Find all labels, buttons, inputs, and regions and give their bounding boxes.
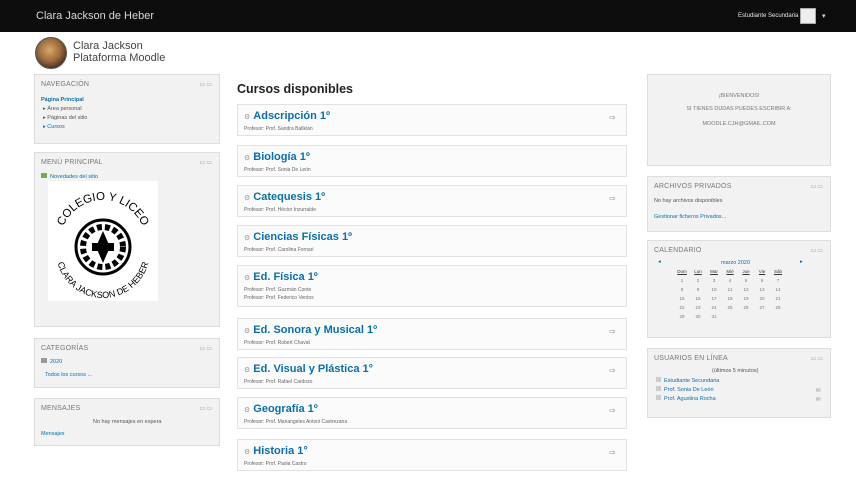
calendar-block [647, 240, 831, 338]
calendar-day[interactable]: 13 [759, 287, 765, 292]
block-title: USUARIOS EN LÍNEA [654, 355, 728, 362]
bullet-icon: ▸ [43, 115, 46, 121]
block-controls-icon[interactable]: ▭▭ [810, 356, 824, 362]
block-controls-icon[interactable]: ▭▭ [199, 82, 213, 88]
school-seal-image [48, 181, 158, 301]
course-teacher: Profesor: Prof. Mariangeles Antoni Castrezana [244, 419, 348, 425]
calendar-day-header: Mar [710, 269, 718, 274]
online-user[interactable] [656, 377, 719, 384]
course-name-link[interactable]: Biología 1º [253, 151, 310, 163]
category-label: 2020 [50, 359, 63, 365]
user-menu-caret-icon[interactable]: ▾ [822, 13, 826, 20]
main-menu-block [34, 152, 220, 327]
course-icon: ⚙ [244, 328, 251, 335]
welcome-block [647, 74, 831, 166]
block-controls-icon[interactable]: ▭▭ [810, 248, 824, 254]
calendar-day[interactable]: 7 [776, 278, 780, 283]
course-icon: ⚙ [244, 235, 251, 242]
nav-item[interactable] [43, 123, 65, 131]
welcome-line1: ¡BIENVENIDOS! [718, 93, 760, 99]
course-card [237, 104, 627, 136]
calendar-day[interactable]: 25 [727, 305, 733, 310]
nav-home-link[interactable]: Página Principal [41, 97, 84, 103]
no-messages-text: No hay mensajes en espera [93, 419, 162, 425]
online-user-name: Prof. Sonia De León [664, 387, 714, 393]
calendar-day[interactable]: 24 [711, 305, 717, 310]
course-icon: ⚙ [244, 367, 251, 374]
course-card [237, 265, 627, 307]
course-teacher: Profesor: Prof. Sandra Ballkián [244, 126, 313, 132]
category-item[interactable] [41, 358, 62, 365]
block-controls-icon[interactable]: ▭▭ [810, 184, 824, 190]
course-name-link[interactable]: Ciencias Físicas 1º [253, 231, 353, 243]
welcome-email: MOODLE.CJH@GMAIL.COM [702, 121, 776, 127]
online-subtitle: (últimos 5 minutos) [712, 368, 759, 374]
bullet-icon: ▸ [43, 124, 46, 130]
course-card [237, 397, 627, 429]
course-name-link[interactable]: Catequesis 1º [253, 191, 326, 203]
course-card [237, 145, 627, 177]
calendar-day[interactable]: 21 [775, 296, 781, 301]
category-icon [41, 358, 47, 363]
send-message-icon[interactable]: ✉ [816, 397, 821, 403]
welcome-line2: SI TIENES DUDAS PUEDES ESCRIBIR A: [686, 106, 792, 112]
calendar-day[interactable]: 19 [743, 296, 749, 301]
calendar-day[interactable]: 16 [695, 296, 701, 301]
calendar-next-icon[interactable]: ▸ [800, 259, 803, 265]
calendar-day[interactable]: 1 [680, 278, 684, 283]
course-teacher: Profesor: Prof. Héctor Inzurralde [244, 207, 316, 213]
messages-link[interactable]: Mensajes [41, 431, 65, 437]
nav-item[interactable] [43, 105, 82, 113]
calendar-day[interactable]: 23 [695, 305, 701, 310]
calendar-grid [674, 267, 786, 321]
calendar-day[interactable]: 10 [711, 287, 717, 292]
calendar-day [738, 312, 754, 321]
nav-item[interactable] [43, 114, 87, 122]
calendar-day-header: Sáb [773, 269, 782, 274]
course-icon: ⚙ [244, 275, 251, 282]
course-icon: ⚙ [244, 407, 251, 414]
course-teacher: Profesor: Prof. Paola Castro [244, 461, 307, 467]
course-icon: ⚙ [244, 449, 251, 456]
page-title: Cursos disponibles [237, 82, 353, 96]
manage-files-link[interactable]: Gestionar ficheros Privados... [654, 214, 727, 220]
calendar-day[interactable]: 5 [744, 278, 748, 283]
seal-bottom-text: CLARA JACKSON DE HEBER [55, 260, 151, 301]
block-title: NAVEGACIÓN [41, 81, 90, 88]
user-avatar-icon [656, 386, 661, 391]
enter-course-icon[interactable]: ⇨ [609, 194, 616, 203]
site-header-line1: Clara Jackson [73, 40, 143, 52]
course-icon: ⚙ [244, 195, 251, 202]
no-files-text: No hay archivos disponibles [654, 198, 723, 204]
calendar-day [722, 312, 738, 321]
course-card [237, 225, 627, 257]
course-teacher: Profesor: Prof. Federico Ventos [244, 295, 314, 301]
course-teacher: Profesor: Prof. Rafael Cardozo [244, 379, 313, 385]
enter-course-icon[interactable]: ⇨ [609, 448, 616, 457]
course-card [237, 318, 627, 350]
online-user[interactable] [656, 386, 714, 393]
calendar-day[interactable]: 2 [696, 278, 700, 283]
calendar-day[interactable]: 28 [775, 305, 781, 310]
enter-course-icon[interactable]: ⇨ [609, 366, 616, 375]
site-logo [35, 37, 67, 69]
calendar-day-header: Lun [694, 269, 702, 274]
course-icon: ⚙ [244, 155, 251, 162]
course-name-link[interactable]: Geografía 1º [253, 403, 318, 415]
navigation-block [34, 74, 220, 144]
course-name-link[interactable]: Ed. Sonora y Musical 1º [253, 324, 378, 336]
calendar-day-header: Jue [742, 269, 750, 274]
calendar-day[interactable]: 30 [695, 314, 701, 319]
svg-text:CLARA JACKSON DE HEBER [56, 260, 151, 300]
course-teacher: Profesor: Prof. Carolina Fornari [244, 247, 314, 253]
calendar-month[interactable]: marzo 2020 [721, 260, 751, 266]
enter-course-icon[interactable]: ⇨ [609, 406, 616, 415]
online-user-name: Estudiante Secundaria [664, 378, 720, 384]
course-name-link[interactable]: Historia 1° [253, 445, 308, 457]
calendar-day[interactable]: 27 [759, 305, 765, 310]
calendar-day[interactable]: 12 [743, 287, 749, 292]
course-teacher: Profesor: Prof. Robert Chavat [244, 340, 310, 346]
block-title: MENÚ PRINCIPAL [41, 159, 103, 166]
block-title: CATEGORÍAS [41, 345, 89, 352]
calendar-day[interactable]: 14 [775, 287, 781, 292]
online-user-name: Prof. Agustina Rocha [664, 396, 716, 402]
calendar-prev-icon[interactable]: ◂ [658, 259, 661, 265]
bullet-icon: ▸ [43, 106, 46, 112]
calendar-day[interactable]: 11 [727, 287, 733, 292]
categories-block [34, 338, 220, 388]
all-courses-link[interactable]: Todos los cursos ... [45, 372, 93, 378]
calendar-day[interactable]: 31 [711, 314, 717, 319]
block-title: CALENDARIO [654, 247, 702, 254]
forum-icon [41, 173, 47, 178]
svg-text:COLEGIO Y LICEO [55, 191, 151, 228]
online-user[interactable] [656, 395, 716, 402]
calendar-day[interactable]: 6 [760, 278, 764, 283]
course-teacher: Profesor: Prof. Sonia De León [244, 167, 311, 173]
nav-item-label: Páginas del sitio [47, 115, 88, 121]
block-controls-icon[interactable]: ▭▭ [199, 160, 213, 166]
site-header-line2: Plataforma Moodle [73, 52, 166, 64]
calendar-day[interactable]: 29 [679, 314, 685, 319]
user-avatar-icon [656, 377, 661, 382]
seal-top-text: COLEGIO Y LICEO [55, 190, 151, 228]
top-navbar [0, 0, 856, 32]
send-message-icon[interactable]: ✉ [816, 388, 821, 394]
calendar-day-header: Mié [726, 269, 734, 274]
course-name-link[interactable]: Ed. Visual y Plástica 1° [253, 363, 374, 375]
news-label: Novedades del sitio [50, 174, 99, 180]
calendar-day[interactable]: 20 [759, 296, 765, 301]
calendar-day[interactable]: 3 [712, 278, 716, 283]
course-card [237, 439, 627, 471]
course-teacher: Profesor: Prof. Guzmán Conte [244, 287, 312, 293]
enter-course-icon[interactable]: ⇨ [609, 327, 616, 336]
course-name-link[interactable]: Adscripción 1º [253, 110, 331, 122]
calendar-day[interactable]: 22 [679, 305, 685, 310]
private-files-block [647, 176, 831, 232]
user-avatar-icon [656, 395, 661, 400]
nav-item-label: Cursos [47, 124, 65, 130]
site-name-link[interactable]: Clara Jackson de Heber [36, 10, 155, 22]
calendar-day[interactable]: 26 [743, 305, 749, 310]
calendar-day[interactable]: 4 [728, 278, 732, 283]
calendar-day-header: Dom [677, 269, 687, 274]
site-header-title [73, 40, 165, 64]
calendar-day[interactable]: 18 [727, 296, 733, 301]
block-title: MENSAJES [41, 405, 81, 412]
course-name-link[interactable]: Ed. Física 1º [253, 271, 318, 283]
user-name[interactable]: Estudiante Secundaria [738, 13, 799, 19]
calendar-day [754, 312, 770, 321]
calendar-day[interactable]: 9 [696, 287, 700, 292]
user-avatar[interactable] [800, 8, 816, 24]
messages-block [34, 398, 220, 446]
course-card [237, 357, 627, 389]
calendar-day [770, 312, 786, 321]
block-controls-icon[interactable]: ▭▭ [199, 406, 213, 412]
course-icon: ⚙ [244, 114, 251, 121]
course-card [237, 185, 627, 217]
nav-item-label: Área personal [47, 106, 82, 112]
news-link[interactable] [41, 173, 98, 180]
online-users-block [647, 348, 831, 418]
calendar-day[interactable]: 17 [711, 296, 717, 301]
enter-course-icon[interactable]: ⇨ [609, 113, 616, 122]
calendar-day[interactable]: 8 [680, 287, 684, 292]
block-controls-icon[interactable]: ▭▭ [199, 346, 213, 352]
calendar-day-header: Vie [758, 269, 766, 274]
calendar-day[interactable]: 15 [679, 296, 685, 301]
block-title: ARCHIVOS PRIVADOS [654, 183, 732, 190]
